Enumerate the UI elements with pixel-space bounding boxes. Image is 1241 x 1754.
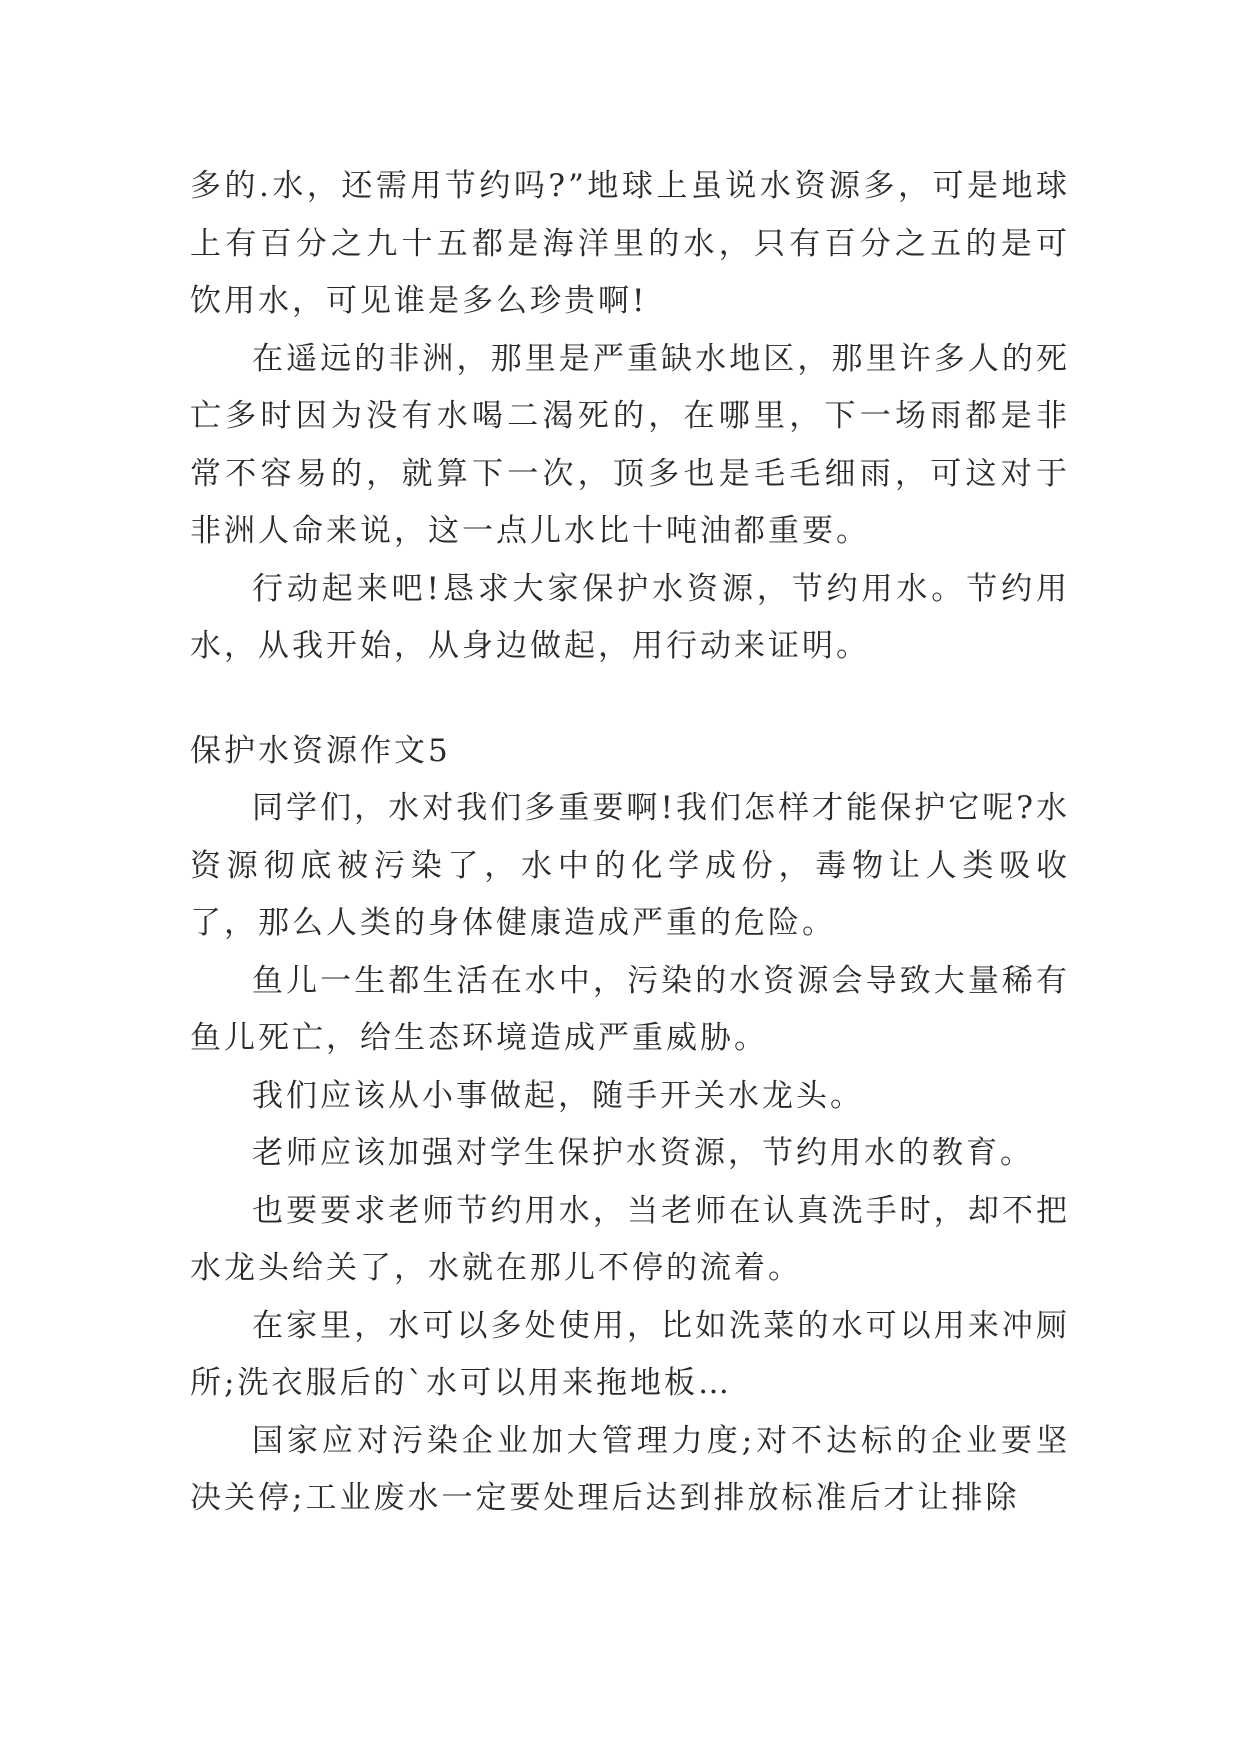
document-body: [190, 158, 1070, 1528]
paragraph-continued: 多的.水，还需用节约吗?”地球上虽说水资源多，可是地球上有百分之九十五都是海洋里的水，只有百分之五的是可饮用水，可见谁是多么珍贵啊!: [190, 168, 1070, 319]
paragraph-call-to-action: 行动起来吧!恳求大家保护水资源，节约用水。节约用水，从我开始，从身边做起，用行动来证明。: [190, 570, 1070, 664]
paragraph-teacher-saving: 也要要求老师节约用水，当老师在认真洗手时，却不把水龙头给关了，水就在那儿不停的流着。: [190, 1192, 1070, 1286]
paragraph-fish: 鱼儿一生都生活在水中，污染的水资源会导致大量稀有鱼儿死亡，给生态环境造成严重威胁。: [190, 962, 1070, 1056]
paragraph-africa: 在遥远的非洲，那里是严重缺水地区，那里许多人的死亡多时因为没有水喝二渴死的，在哪里，下一场雨都是非常不容易的，就算下一次，顶多也是毛毛细雨，可这对于非洲人命来说，这一点儿水比十吨油都重要。: [190, 340, 1070, 549]
paragraph-government: 国家应对污染企业加大管理力度;对不达标的企业要坚决关停;工业废水一定要处理后达到排放标准后才让排除: [190, 1422, 1070, 1516]
paragraph-home-reuse: 在家里，水可以多处使用，比如洗菜的水可以用来冲厕所;洗衣服后的`水可以用来拖地板…: [190, 1307, 1070, 1401]
paragraph-importance: 同学们，水对我们多重要啊!我们怎样才能保护它呢?水资源彻底被污染了，水中的化学成份，毒物让人类吸收了，那么人类的身体健康造成严重的危险。: [190, 790, 1070, 941]
paragraph-small-things: 我们应该从小事做起，随手开关水龙头。: [252, 1077, 864, 1114]
paragraph-teacher-education: 老师应该加强对学生保护水资源，节约用水的教育。: [252, 1135, 1034, 1171]
section-title: 保护水资源作文5: [190, 732, 451, 769]
